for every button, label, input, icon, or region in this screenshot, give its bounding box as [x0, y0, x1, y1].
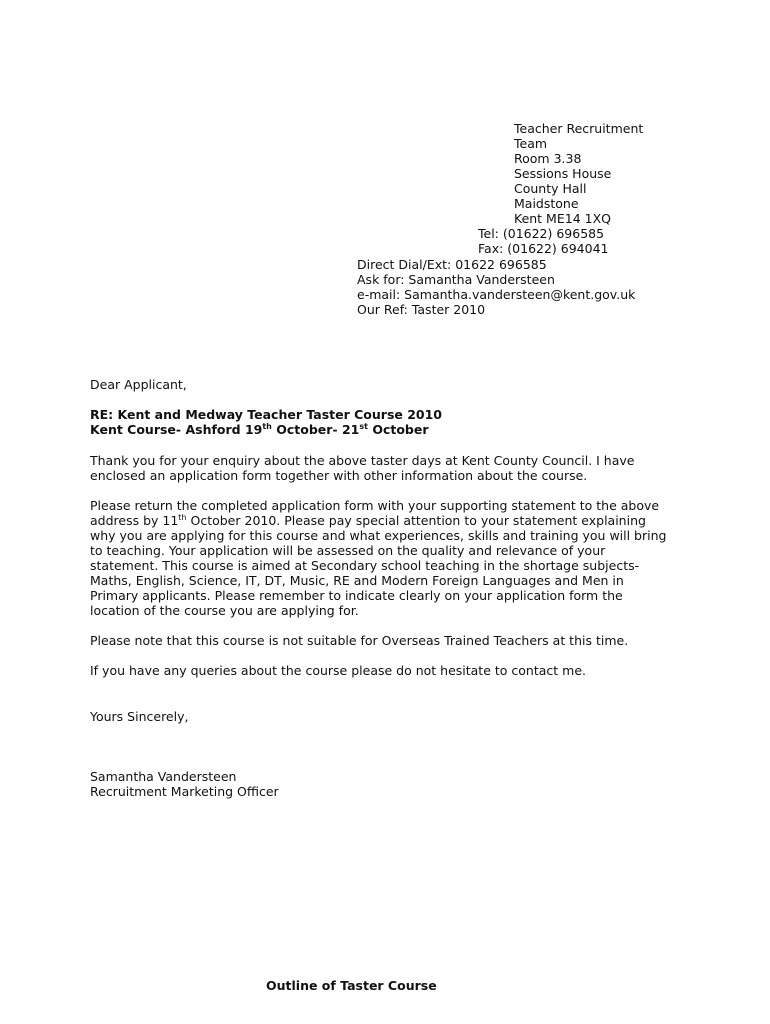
direct-dial: Direct Dial/Ext: 01622 696585	[357, 257, 547, 272]
salutation: Dear Applicant,	[90, 377, 187, 392]
address-line: Team	[514, 136, 548, 151]
address-block	[514, 121, 643, 226]
ask-for: Ask for: Samantha Vandersteen	[357, 272, 555, 287]
address-line: County Hall	[514, 181, 587, 196]
outline-heading: Outline of Taster Course	[266, 978, 437, 993]
signature-block	[90, 769, 279, 799]
telephone: Tel: (01622) 696585	[478, 226, 605, 241]
address-line: Room 3.38	[514, 151, 582, 166]
closing: Yours Sincerely,	[90, 709, 189, 724]
email: e-mail: Samantha.vandersteen@kent.gov.uk	[357, 287, 636, 302]
contact-block	[357, 257, 635, 317]
address-line: Teacher Recruitment	[514, 121, 644, 136]
paragraph-queries: If you have any queries about the course please do not hesitate to contact me.	[90, 663, 586, 678]
address-line: Maidstone	[514, 196, 579, 211]
our-ref: Our Ref: Taster 2010	[357, 302, 486, 317]
paragraph-instructions: Please return the completed application form with your supporting statement to the above address by 11th October 2010. Please pay special attention to your statement explaining why you are applying for this course and what experiences, skills and training you will bring to teaching. Your application will be assessed on the quality and relevance of your statement. This course is aimed at Secondary school teaching in the shortage subjects- Maths, English, Science, IT, DT, Music, RE and Modern Foreign Languages and Men in Primary applicants. Please remember to indicate clearly on your application form the location of the course you are applying for.	[90, 498, 667, 618]
signature-title: Recruitment Marketing Officer	[90, 784, 279, 799]
paragraph-overseas-note: Please note that this course is not suitable for Overseas Trained Teachers at this time.	[90, 633, 629, 648]
re-line: RE: Kent and Medway Teacher Taster Course 2010	[90, 407, 443, 422]
phone-block	[478, 226, 609, 256]
address-line: Kent ME14 1XQ	[514, 211, 611, 226]
paragraph-enquiry: Thank you for your enquiry about the above taster days at Kent County Council. I have enclosed an application form together with other information about the course.	[90, 453, 635, 483]
signature-name: Samantha Vandersteen	[90, 769, 237, 784]
course-line: Kent Course- Ashford 19th October- 21st October	[90, 421, 429, 437]
fax: Fax: (01622) 694041	[478, 241, 609, 256]
address-line: Sessions House	[514, 166, 612, 181]
